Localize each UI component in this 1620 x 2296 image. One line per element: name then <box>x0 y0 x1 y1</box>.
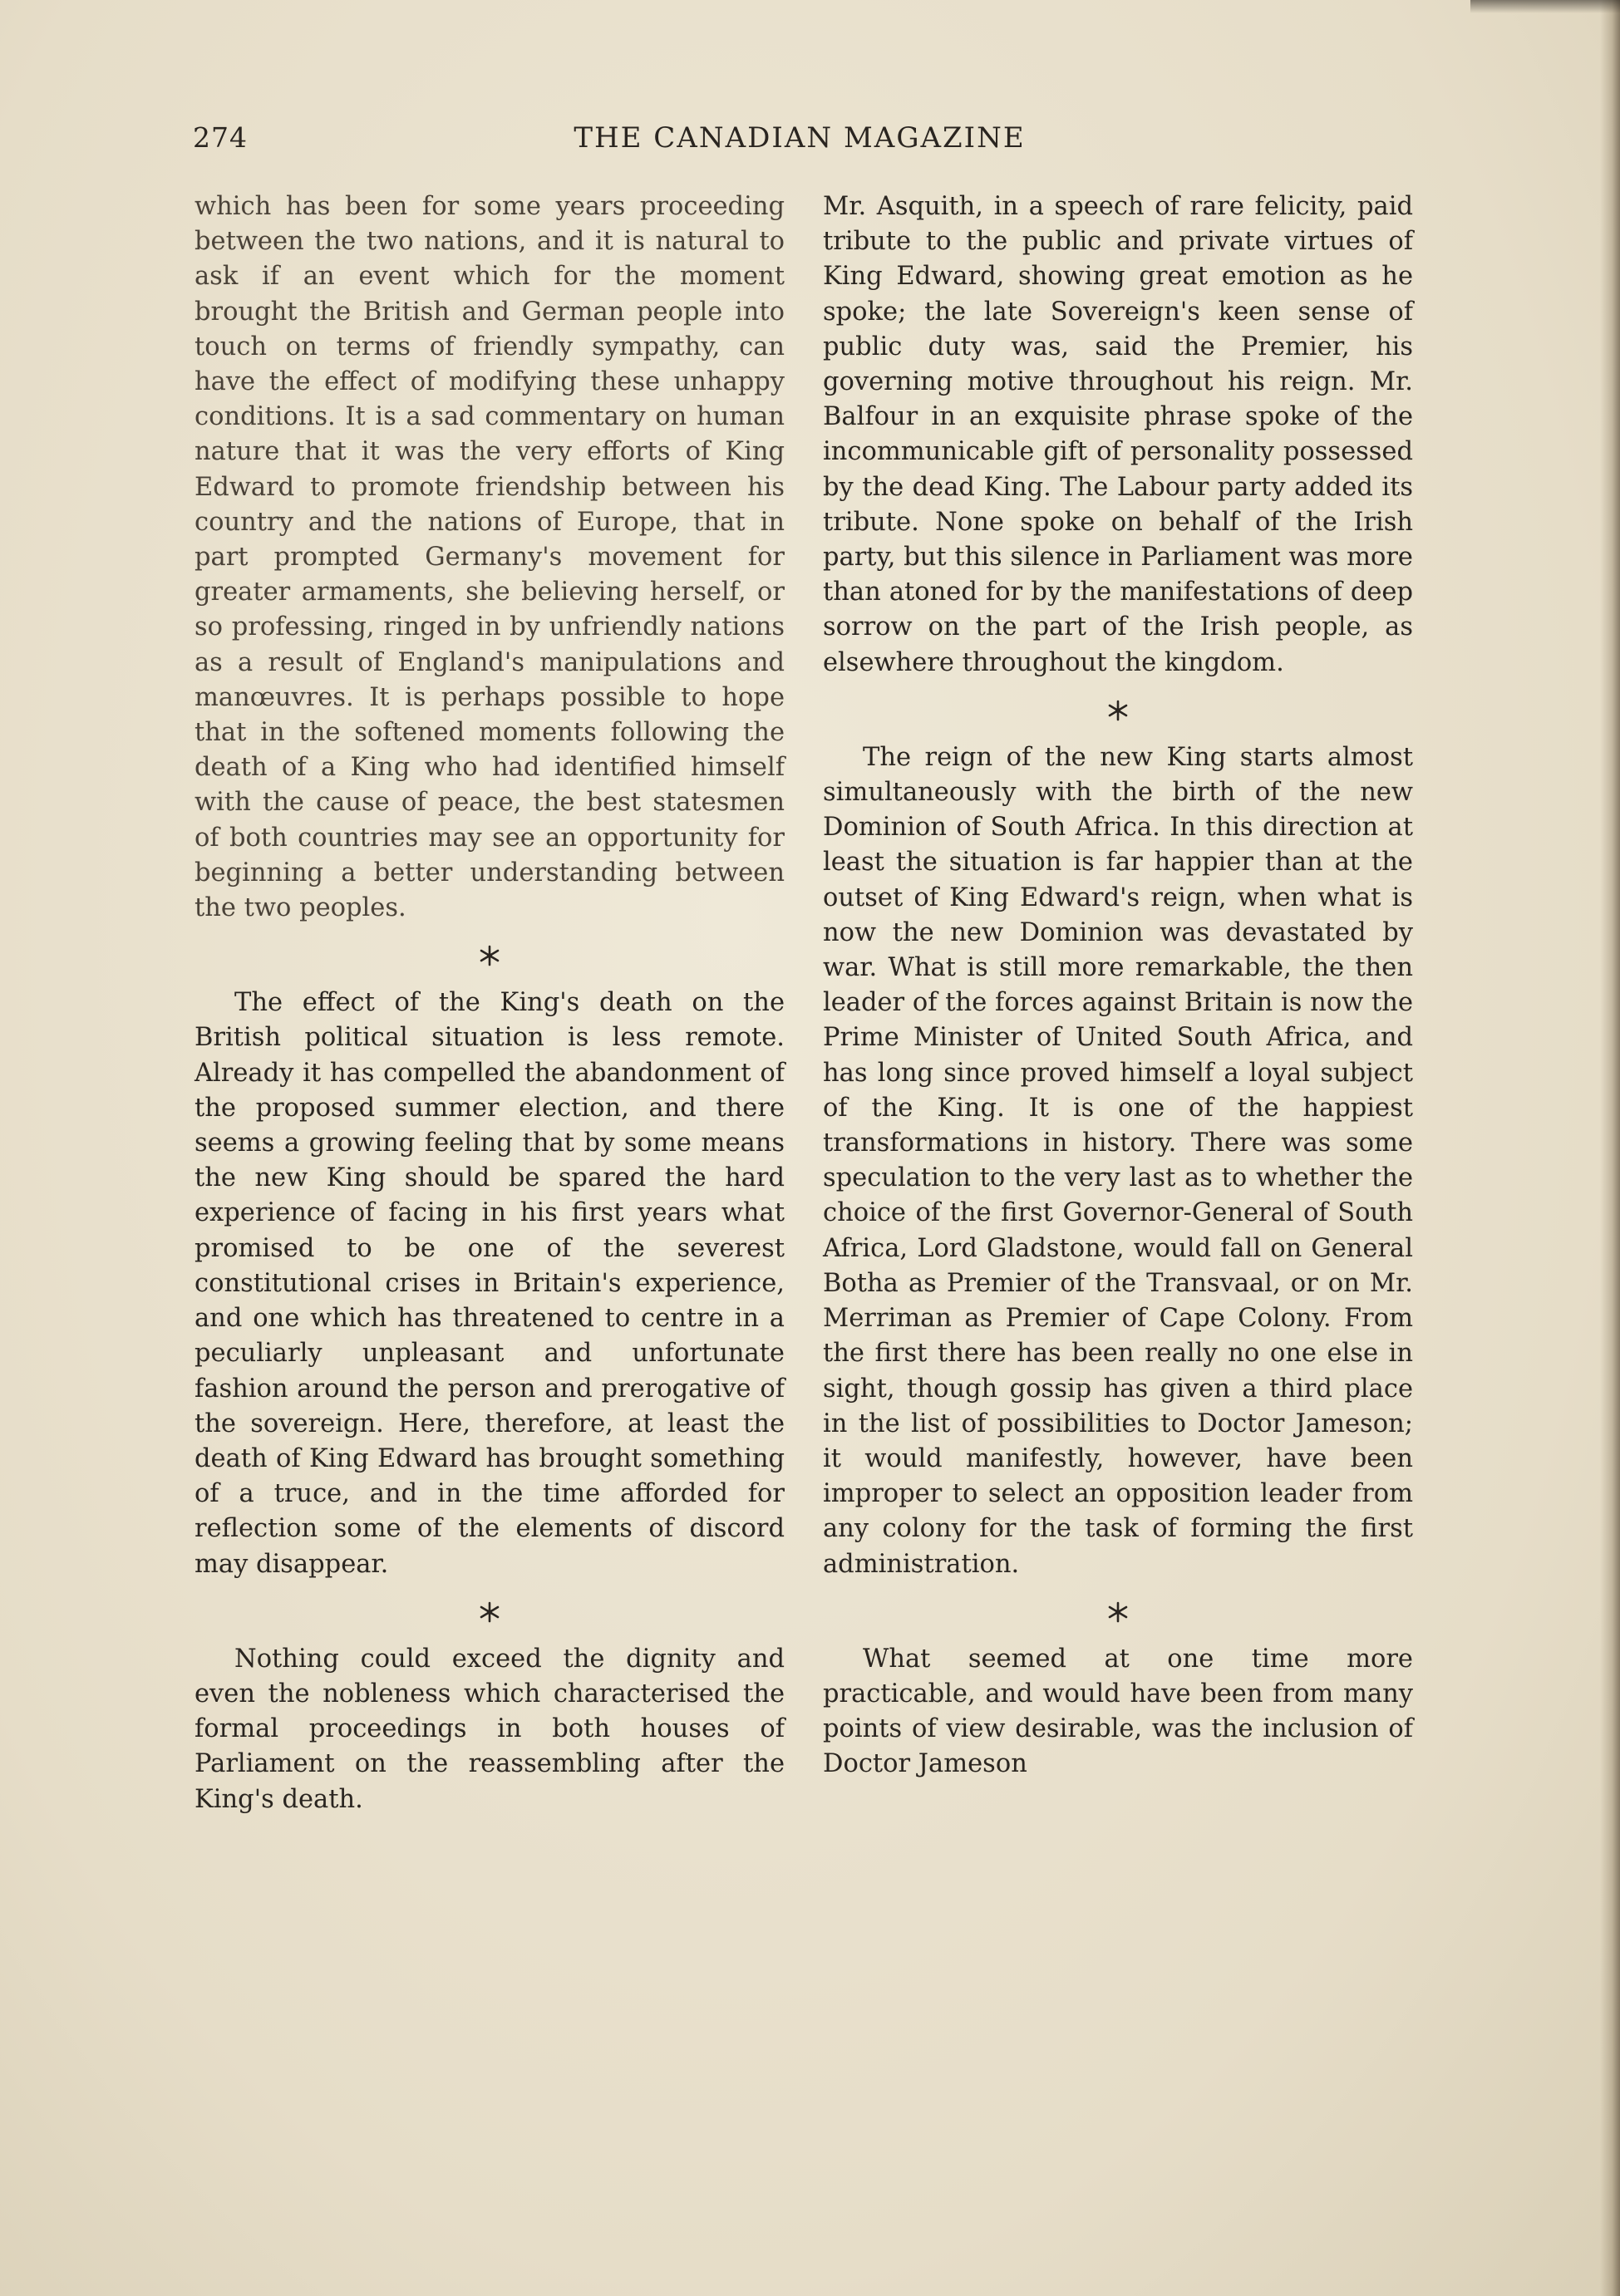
page-number: 274 <box>193 121 248 154</box>
section-separator <box>194 937 785 972</box>
right-paragraph-3: What seemed at one time more practicable, and would have been from many points of view desirable, was the inclusion of Doctor Jameson <box>823 1644 1413 1779</box>
right-column <box>823 189 1413 1782</box>
asterism-star-icon <box>1107 700 1129 721</box>
section-separator <box>823 1594 1413 1629</box>
asterism-star-icon <box>479 1601 500 1623</box>
asterism-star-icon <box>479 945 500 966</box>
left-paragraph-3: Nothing could exceed the dignity and even the nobleness which characterised the formal proceedings in both houses of Parliament on the reassembling after the King's death. <box>194 1644 785 1814</box>
right-paragraph-2: The reign of the new King starts almost simultaneously with the birth of the new Dominion of South Africa. In this direction at least the situation is far happier than at the outset of King Edward's reign, when what is now the new Dominion was devastated by war. What is still more remarkable, the then leader of the forces against Britain is now the Prime Minister of United South Africa, and has long since proved himself a loyal subject of the King. It is one of the happiest transformations in history. There was some speculation to the very last as to whether the choice of the first Governor-General of South Africa, Lord Gladstone, would fall on General Botha as Premier of the Transvaal, or on Mr. Merriman as Premier of Cape Colony. From the first there has been really no one else in sight, though gossip has given a third place in the list of possibilities to Doctor Jameson; it would manifestly, however, have been improper to select an opposition leader from any colony for the task of forming the first administration. <box>823 742 1413 1579</box>
left-column <box>194 189 785 1817</box>
section-separator <box>823 692 1413 727</box>
right-paragraph-1: Mr. Asquith, in a speech of rare felicity, paid tribute to the public and private virtues of King Edward, showing great emotion as he spoke; the late Sovereign's keen sense of public duty was, said the Premier, his governing motive throughout his reign. Mr. Balfour in an exquisite phrase spoke of the incommunicable gift of personality possessed by the dead King. The Labour party added its tribute. None spoke on behalf of the Irish party, but this silence in Parliament was more than atoned for by the manifestations of deep sorrow on the part of the Irish people, as elsewhere throughout the kingdom. <box>823 192 1413 677</box>
left-paragraph-2: The effect of the King's death on the British political situation is less remote. Already it has compelled the abandonment of the proposed summer election, and there seems a growing feeling that by some means the new King should be spared the hard experience of facing in his first years what promised to be one of the severest constitutional crises in Britain's experience, and one which has threatened to centre in a peculiarly unpleasant and unfortunate fashion around the person and prerogative of the sovereign. Here, therefore, at least the death of King Edward has brought something of a truce, and in the time afforded for reflection some of the elements of discord may disappear. <box>194 988 785 1579</box>
section-separator <box>194 1594 785 1629</box>
running-title: THE CANADIAN MAGAZINE <box>574 121 1026 155</box>
page-corner-shadow <box>1470 0 1620 13</box>
left-paragraph-1: which has been for some years proceeding between the two nations, and it is natural to ask if an event which for the moment brought the British and German people into touch on terms of friendly sympathy, can have the effect of modifying these unhappy conditions. It is a sad commentary on human nature that it was the very efforts of King Edward to promote friendship between his country and the nations of Europe, that in part prompted Germany's movement for greater armaments, she believing herself, or so professing, ringed in by unfriendly nations as a result of England's manipulations and manœuvres. It is perhaps possible to hope that in the softened moments following the death of a King who had identified himself with the cause of peace, the best statesmen of both countries may see an opportunity for beginning a better understanding between the two peoples. <box>194 192 785 923</box>
page-header <box>193 121 1406 163</box>
page-edge-shadow <box>1600 0 1620 2296</box>
asterism-star-icon <box>1107 1601 1129 1623</box>
